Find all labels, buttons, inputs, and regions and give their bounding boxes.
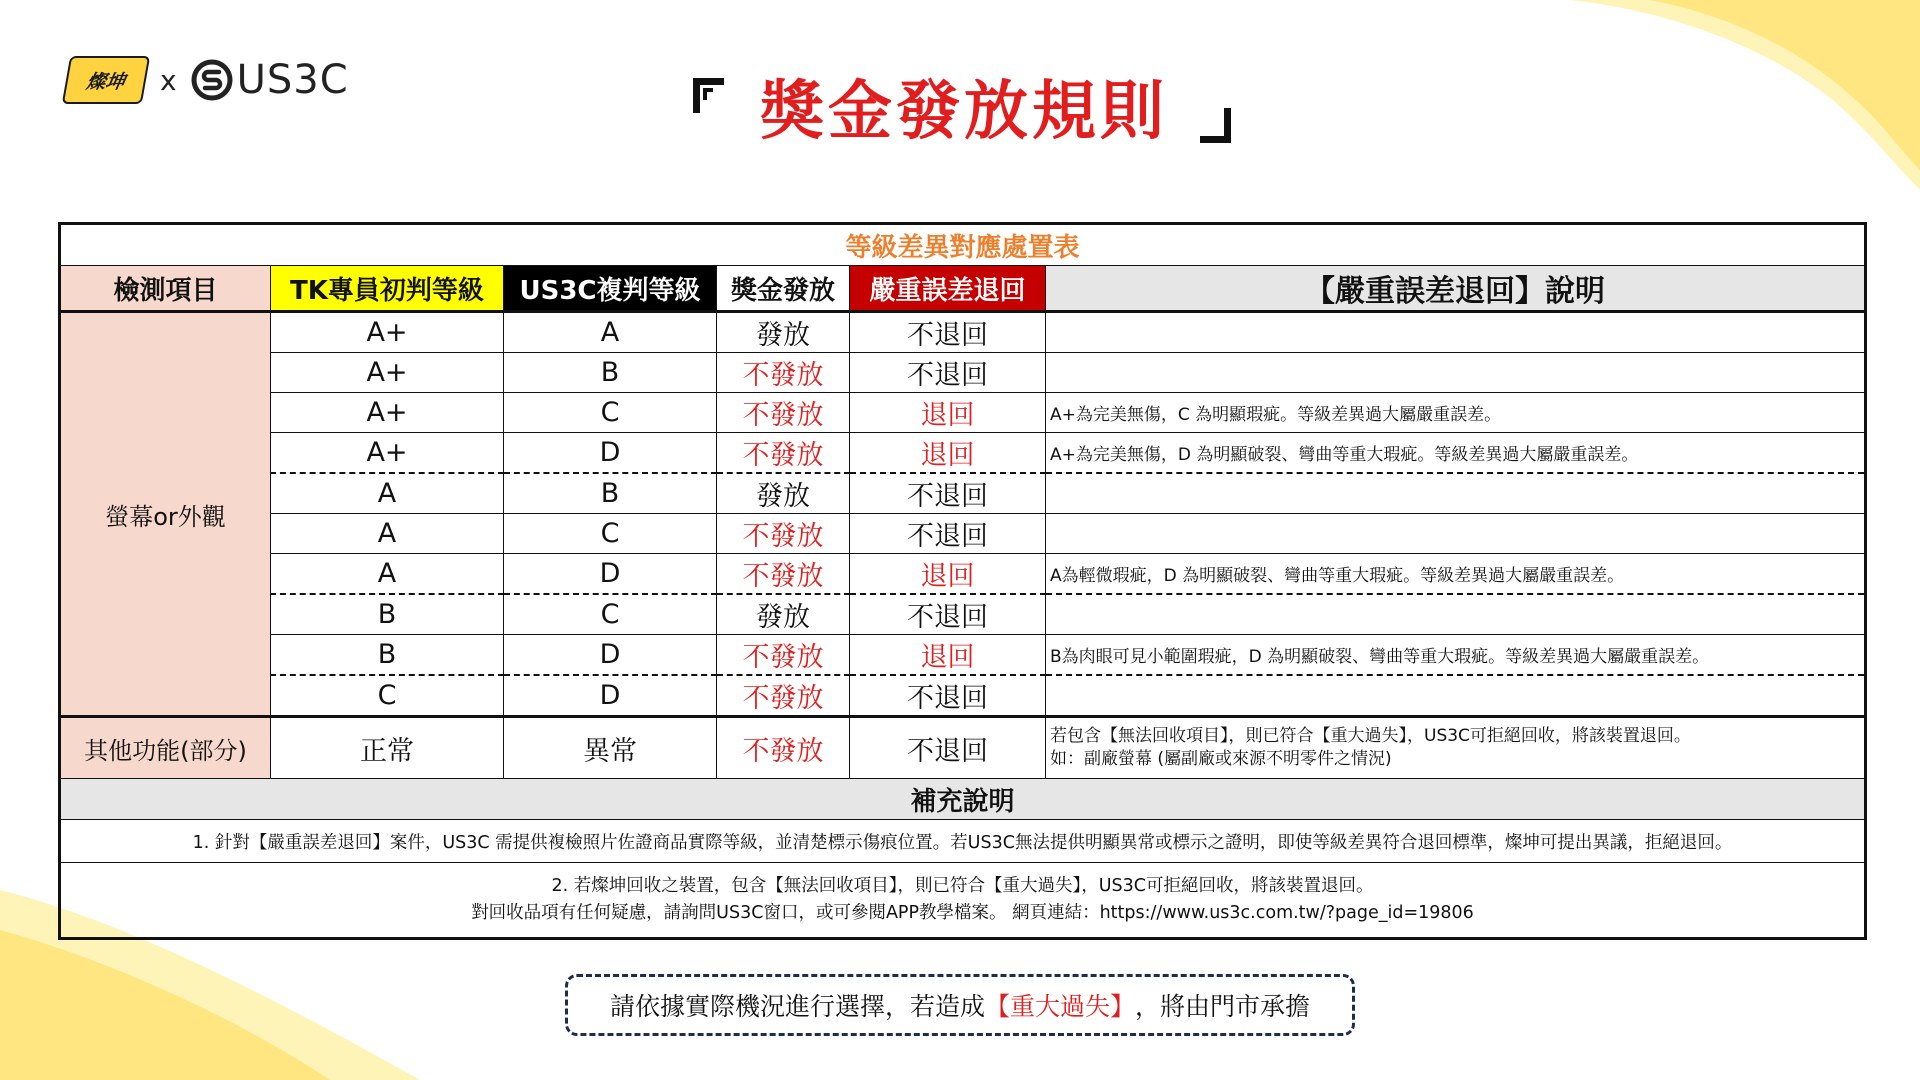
- row-description: [1046, 514, 1866, 554]
- tk-grade: B: [271, 594, 504, 635]
- title-close-quote: [1200, 108, 1231, 143]
- return-status: 不退回: [850, 312, 1046, 353]
- tk-grade: A+: [271, 393, 504, 433]
- table-header-row: [60, 266, 1866, 312]
- brand-header: [66, 52, 349, 108]
- us3c-grade: C: [504, 514, 717, 554]
- return-status: 不退回: [850, 514, 1046, 554]
- row-description: [1046, 312, 1866, 353]
- tk-logo: 燦坤: [62, 56, 150, 104]
- brand-separator: x: [160, 63, 177, 97]
- us3c-grade: 異常: [504, 717, 717, 779]
- note-2-line2: 對回收品項有任何疑慮，請詢問US3C窗口，或可參閱APP教學檔案。 網頁連結：https://www.us3c.com.tw/?page_id=19806: [471, 903, 1474, 923]
- return-status: 不退回: [850, 717, 1046, 779]
- note-2-cell: [60, 863, 1866, 939]
- category-other: 其他功能(部分): [60, 717, 271, 779]
- tk-grade: A+: [271, 353, 504, 393]
- row-description: A為輕微瑕疵，D 為明顯破裂、彎曲等重大瑕疵。等級差異過大屬嚴重誤差。: [1046, 554, 1866, 595]
- return-status: 不退回: [850, 473, 1046, 514]
- supplement-note-1: [60, 820, 1866, 863]
- us3c-grade: D: [504, 635, 717, 676]
- return-status: 不退回: [850, 594, 1046, 635]
- table-caption: 等級差異對應處置表: [60, 224, 1866, 266]
- note-2-line1: 2. 若燦坤回收之裝置，包含【無法回收項目】，則已符合【重大過失】，US3C可拒絕回收，將該裝置退回。: [551, 876, 1374, 896]
- bonus-status: 不發放: [717, 675, 850, 717]
- us3c-grade: D: [504, 675, 717, 717]
- tk-grade: A+: [271, 433, 504, 474]
- responsibility-notice: [565, 974, 1355, 1036]
- table-row: [60, 635, 1866, 676]
- return-status: 退回: [850, 554, 1046, 595]
- us3c-grade: D: [504, 433, 717, 474]
- table-row: [60, 393, 1866, 433]
- return-status: 不退回: [850, 675, 1046, 717]
- us3c-logo-icon: [191, 59, 233, 101]
- grade-difference-table: [58, 222, 1867, 940]
- row-description: [1046, 353, 1866, 393]
- table-row: [60, 473, 1866, 514]
- bonus-status: 不發放: [717, 717, 850, 779]
- header-item: 檢測項目: [60, 266, 271, 312]
- header-return: 嚴重誤差退回: [850, 266, 1046, 312]
- table-row: [60, 353, 1866, 393]
- table-caption-row: [60, 224, 1866, 266]
- table-row: [60, 312, 1866, 353]
- us3c-grade: A: [504, 312, 717, 353]
- bonus-status: 發放: [717, 312, 850, 353]
- row-description: [1046, 473, 1866, 514]
- return-status: 不退回: [850, 353, 1046, 393]
- decor-top-right: [1500, 0, 1920, 200]
- us3c-grade: B: [504, 473, 717, 514]
- bonus-status: 不發放: [717, 433, 850, 474]
- bonus-status: 不發放: [717, 554, 850, 595]
- table-row: [60, 675, 1866, 717]
- note-1-text: 1. 針對【嚴重誤差退回】案件，US3C 需提供複檢照片佐證商品實際等級，並清楚標示傷痕位置。若US3C無法提供明顯異常或標示之證明，即使等級差異符合退回標準，燦坤可提出異議，拒絕退回。: [60, 820, 1866, 863]
- table-row: [60, 514, 1866, 554]
- return-status: 退回: [850, 433, 1046, 474]
- header-description: 【嚴重誤差退回】說明: [1046, 266, 1866, 312]
- supplement-header-row: [60, 779, 1866, 820]
- bonus-status: 發放: [717, 594, 850, 635]
- supplement-note-2: [60, 863, 1866, 939]
- bonus-status: 發放: [717, 473, 850, 514]
- us3c-logo: US3C: [191, 57, 349, 103]
- supplement-title: 補充說明: [60, 779, 1866, 820]
- row-description: [1046, 594, 1866, 635]
- bonus-status: 不發放: [717, 635, 850, 676]
- us3c-grade: D: [504, 554, 717, 595]
- tk-grade: B: [271, 635, 504, 676]
- table-row: [60, 594, 1866, 635]
- row-description: A+為完美無傷，D 為明顯破裂、彎曲等重大瑕疵。等級差異過大屬嚴重誤差。: [1046, 433, 1866, 474]
- header-us3c-grade: US3C複判等級: [504, 266, 717, 312]
- tk-grade: C: [271, 675, 504, 717]
- us3c-grade: C: [504, 393, 717, 433]
- row-description: B為肉眼可見小範圍瑕疵，D 為明顯破裂、彎曲等重大瑕疵。等級差異過大屬嚴重誤差。: [1046, 635, 1866, 676]
- row-description: A+為完美無傷，C 為明顯瑕疵。等級差異過大屬嚴重誤差。: [1046, 393, 1866, 433]
- row-description: [1046, 717, 1866, 779]
- table-row-other: [60, 717, 1866, 779]
- other-desc-line2: 如：副廠螢幕 (屬副廠或來源不明零件之情況): [1050, 749, 1392, 769]
- category-screen: 螢幕or外觀: [60, 312, 271, 717]
- tk-grade: A: [271, 554, 504, 595]
- header-bonus: 獎金發放: [717, 266, 850, 312]
- tk-grade: 正常: [271, 717, 504, 779]
- bonus-status: 不發放: [717, 393, 850, 433]
- bonus-status: 不發放: [717, 353, 850, 393]
- notice-highlight: 【重大過失】: [984, 992, 1135, 1021]
- table-row: [60, 433, 1866, 474]
- table-row: [60, 554, 1866, 595]
- tk-grade: A: [271, 514, 504, 554]
- bonus-status: 不發放: [717, 514, 850, 554]
- tk-grade: A+: [271, 312, 504, 353]
- us3c-grade: C: [504, 594, 717, 635]
- us3c-grade: B: [504, 353, 717, 393]
- return-status: 退回: [850, 635, 1046, 676]
- header-tk-grade: TK專員初判等級: [271, 266, 504, 312]
- notice-prefix: 請依據實際機況進行選擇，若造成: [609, 992, 985, 1021]
- notice-suffix: ，將由門市承擔: [1135, 992, 1311, 1021]
- tk-grade: A: [271, 473, 504, 514]
- other-desc-line1: 若包含【無法回收項目】，則已符合【重大過失】，US3C可拒絕回收，將該裝置退回。: [1050, 726, 1691, 746]
- return-status: 退回: [850, 393, 1046, 433]
- row-description: [1046, 675, 1866, 717]
- page-title: 獎金發放規則: [760, 75, 1168, 149]
